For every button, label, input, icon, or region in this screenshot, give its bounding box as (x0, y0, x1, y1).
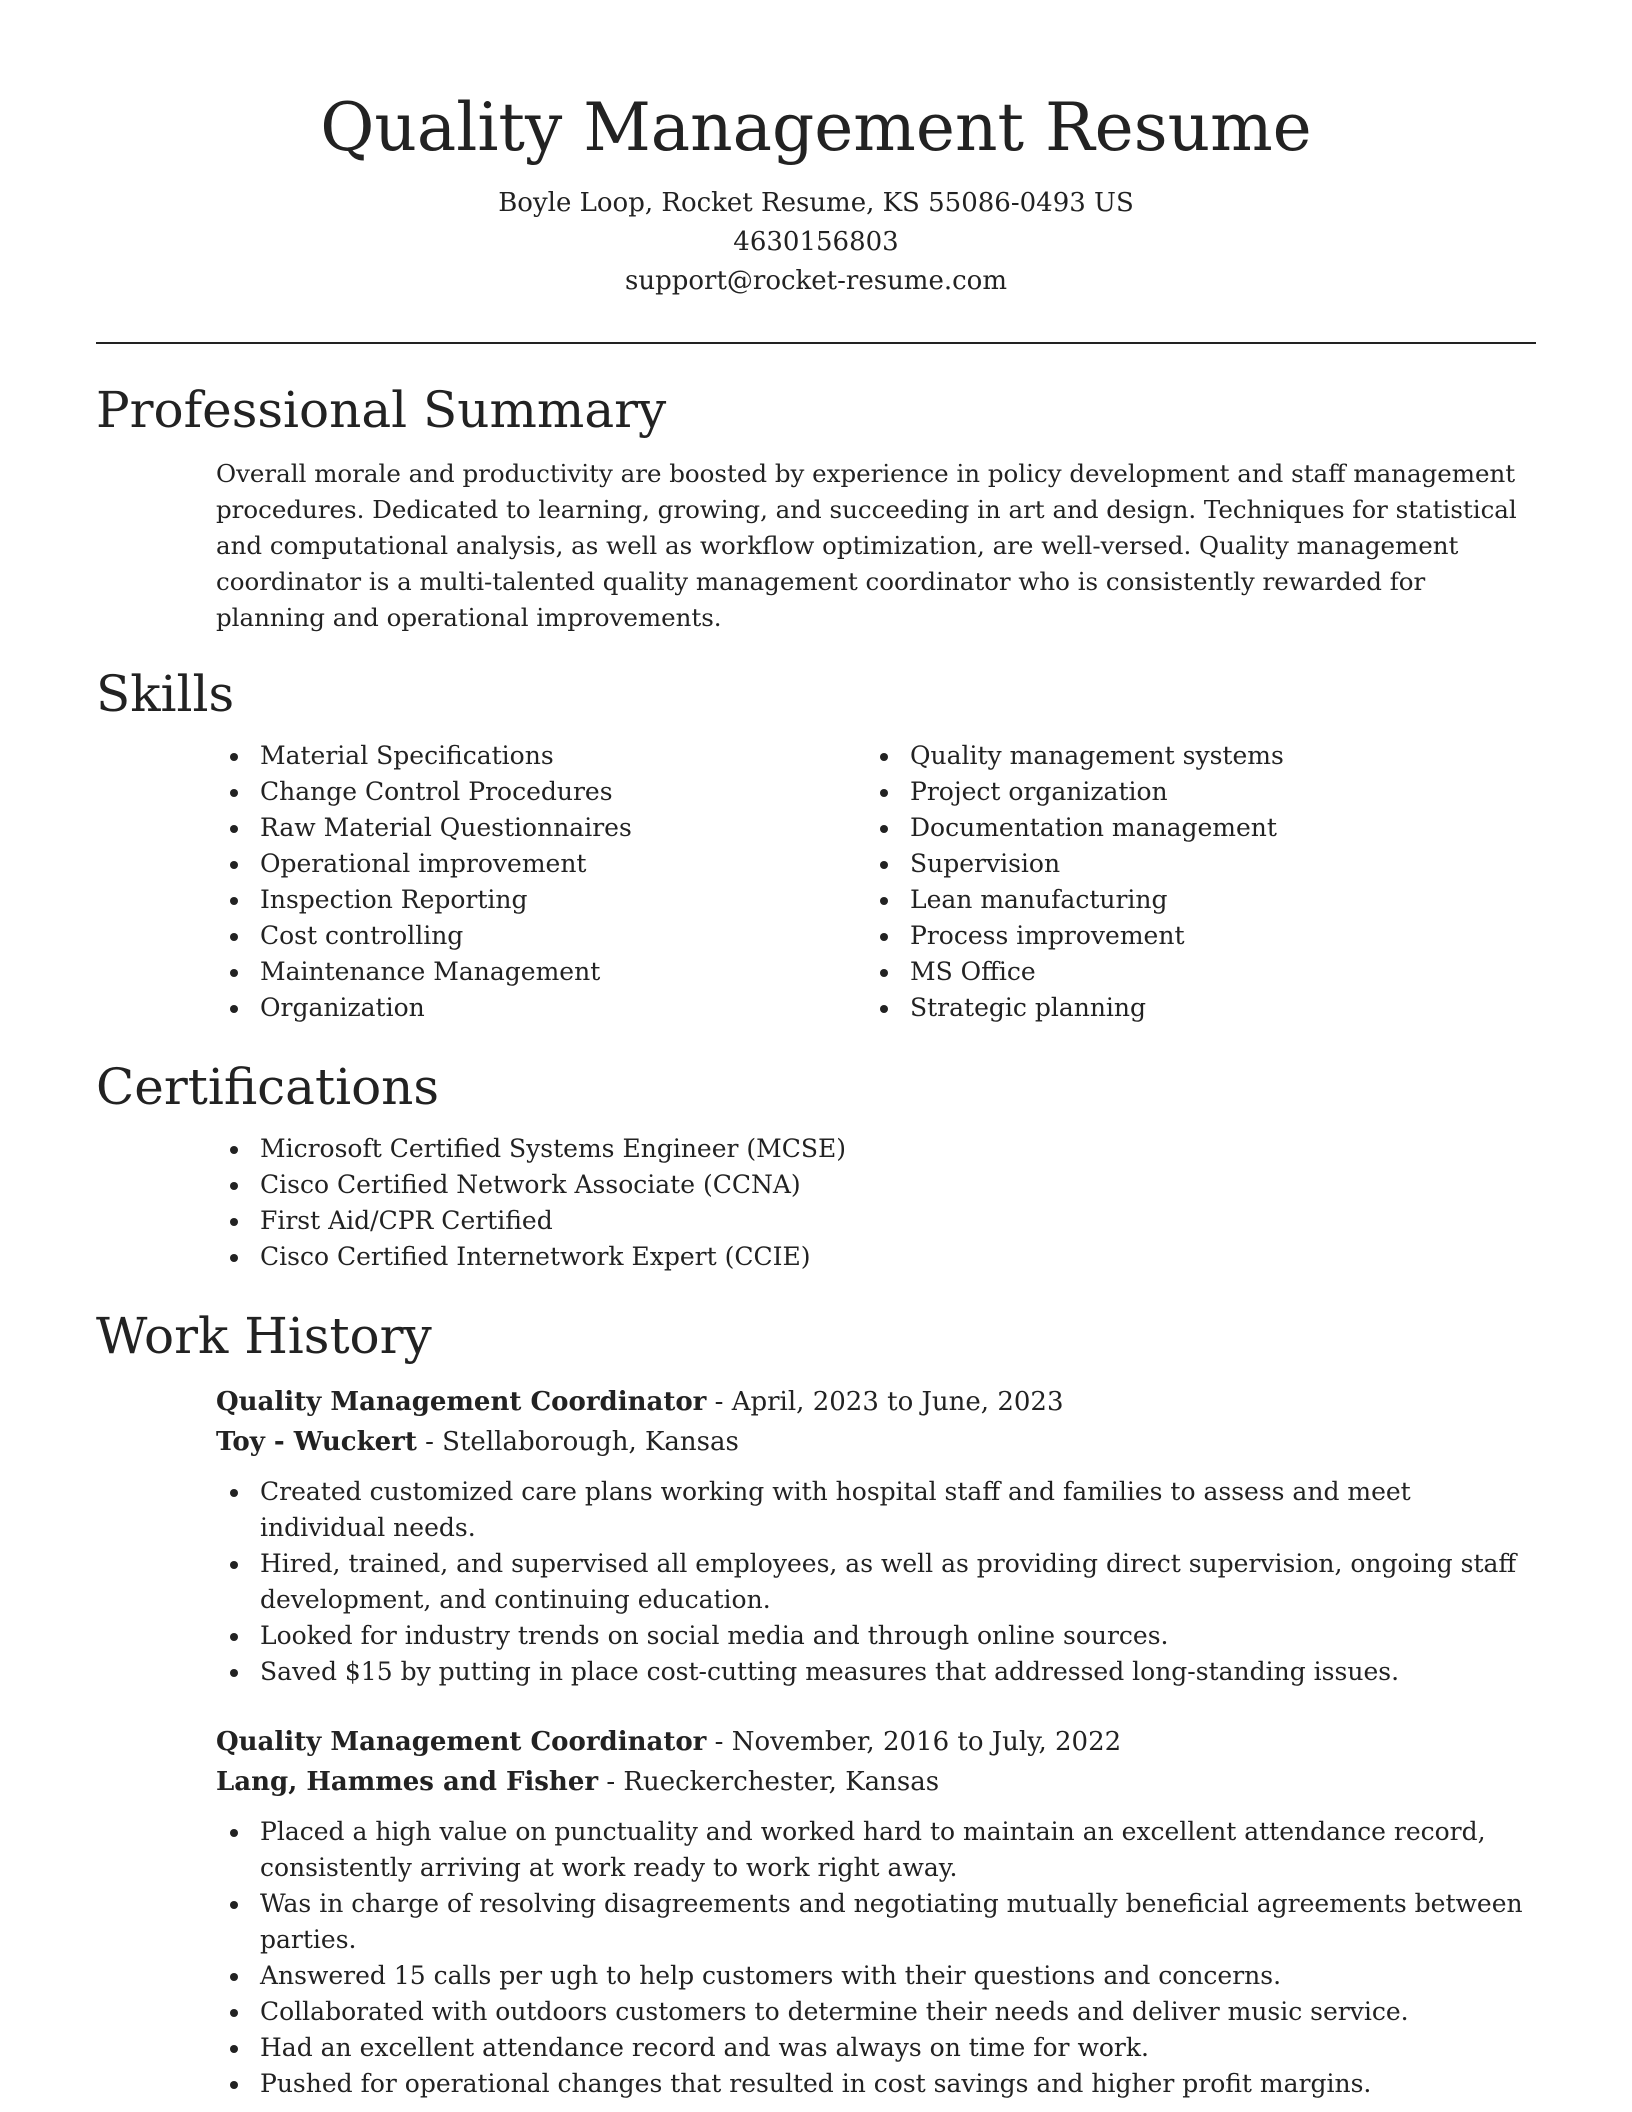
job-role: Quality Management Coordinator (216, 1387, 707, 1417)
job-company-line (216, 1762, 1536, 1802)
list-item: Hired, trained, and supervised all employees, as well as providing direct supervision, ongoing staff development, and continuing education. (260, 1546, 1536, 1618)
job-entry (216, 1382, 1536, 1690)
list-item: Raw Material Questionnaires (260, 810, 910, 846)
header-divider (96, 342, 1536, 344)
list-item: MS Office (910, 954, 1510, 990)
list-item: Project organization (910, 774, 1510, 810)
list-item: Inspection Reporting (260, 882, 910, 918)
list-item: Process improvement (910, 918, 1510, 954)
certifications-list (96, 1131, 1536, 1275)
summary-section (96, 378, 1536, 636)
work-history-heading: Work History (96, 1307, 432, 1365)
list-item: Created customized care plans working with hospital staff and families to assess and meet individual needs. (260, 1474, 1536, 1546)
list-item: Collaborated with outdoors customers to determine their needs and deliver music service. (260, 1994, 1536, 2030)
skills-heading: Skills (96, 665, 235, 723)
list-item: Strategic planning (910, 990, 1510, 1026)
list-item: Answered 15 calls per ugh to help customers with their questions and concerns. (260, 1958, 1536, 1994)
skills-list-right (910, 738, 1510, 1026)
resume-title: Quality Management Resume (320, 89, 1312, 166)
list-item: First Aid/CPR Certified (260, 1203, 1536, 1239)
list-item: Material Specifications (260, 738, 910, 774)
list-item: Pushed for operational changes that resulted in cost savings and higher profit margins. (260, 2066, 1536, 2102)
list-item: Maintenance Management (260, 954, 910, 990)
job-bullets (216, 1474, 1536, 1690)
list-item: Was in charge of resolving disagreements and negotiating mutually beneficial agreements between parties. (260, 1886, 1536, 1958)
resume-header (0, 0, 1632, 301)
job-entry (216, 1722, 1536, 2102)
work-history-section (96, 1304, 1536, 2102)
contact-address: Boyle Loop, Rocket Resume, KS 55086-0493 US (498, 188, 1134, 218)
job-company-line (216, 1422, 1536, 1462)
contact-email: support@rocket-resume.com (624, 266, 1007, 296)
list-item: Cisco Certified Network Associate (CCNA) (260, 1167, 1536, 1203)
certifications-section (96, 1055, 1536, 1275)
list-item: Cost controlling (260, 918, 910, 954)
contact-block (0, 184, 1632, 301)
job-company: Lang, Hammes and Fisher (216, 1767, 599, 1797)
list-item: Cisco Certified Internetwork Expert (CCIE) (260, 1239, 1536, 1275)
job-title-line (216, 1382, 1536, 1422)
skills-section (96, 662, 1536, 1026)
list-item: Microsoft Certified Systems Engineer (MCSE) (260, 1131, 1536, 1167)
skills-columns (96, 726, 1536, 1026)
list-item: Quality management systems (910, 738, 1510, 774)
job-location: - Rueckerchester, Kansas (598, 1767, 940, 1797)
list-item: Looked for industry trends on social media and through online sources. (260, 1618, 1536, 1654)
list-item: Organization (260, 990, 910, 1026)
job-company: Toy - Wuckert (216, 1427, 417, 1457)
list-item: Documentation management (910, 810, 1510, 846)
list-item: Lean manufacturing (910, 882, 1510, 918)
list-item: Had an excellent attendance record and was always on time for work. (260, 2030, 1536, 2066)
summary-heading: Professional Summary (96, 381, 667, 439)
list-item: Placed a high value on punctuality and worked hard to maintain an excellent attendance record, consistently arriving at work ready to work right away. (260, 1814, 1536, 1886)
job-location: - Stellaborough, Kansas (416, 1427, 739, 1457)
contact-phone: 4630156803 (733, 227, 899, 257)
job-bullets (216, 1814, 1536, 2102)
job-dates: - April, 2023 to June, 2023 (706, 1387, 1064, 1417)
job-role: Quality Management Coordinator (216, 1727, 707, 1757)
list-item: Change Control Procedures (260, 774, 910, 810)
list-item: Supervision (910, 846, 1510, 882)
skills-list-left (96, 738, 910, 1026)
list-item: Operational improvement (260, 846, 910, 882)
job-dates: - November, 2016 to July, 2022 (706, 1727, 1122, 1757)
list-item: Saved $15 by putting in place cost-cutting measures that addressed long-standing issues. (260, 1654, 1536, 1690)
summary-text: Overall morale and productivity are boosted by experience in policy development and staff management procedures. Dedicated to learning, growing, and succeeding in art and design. Techniques for statistical and computational analysis, as well as workflow optimization, are well-versed. Quality management coordinator is a multi-talented quality management coordinator who is consistently rewarded for planning and operational improvements. (216, 459, 1517, 632)
job-title-line (216, 1722, 1536, 1762)
certifications-heading: Certifications (96, 1058, 440, 1116)
